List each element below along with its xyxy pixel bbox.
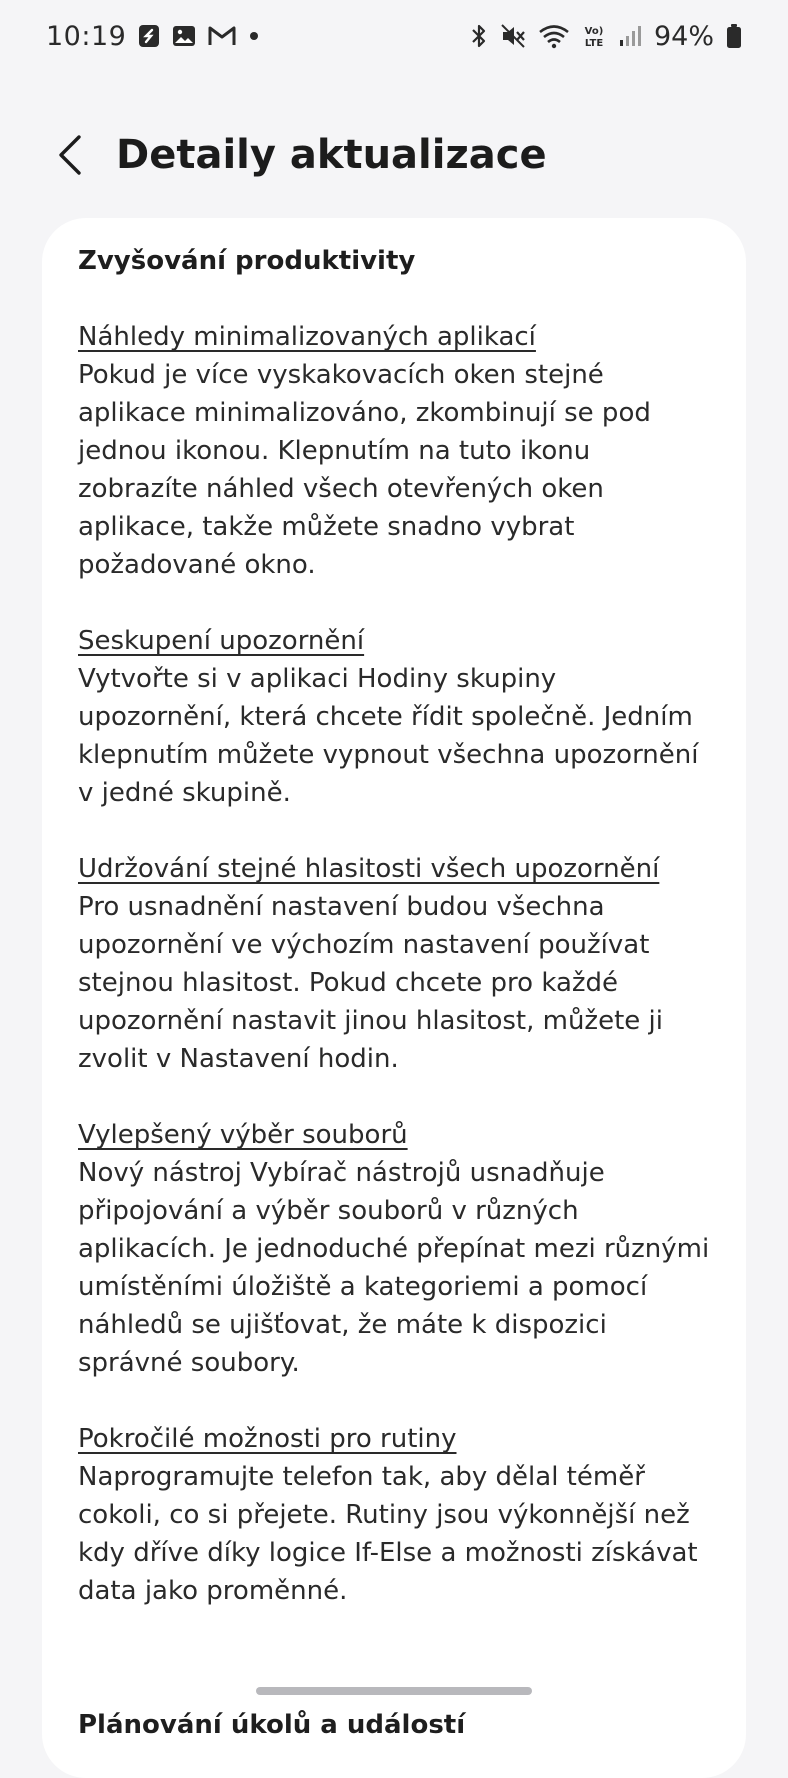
gmail-icon bbox=[208, 25, 236, 47]
feature-description: Pro usnadnění nastavení budou všechna upozornění ve výchozím nastavení používat stejnou hlasitost. Pokud chcete pro každé upozornění nastavit jinou hlasitost, můžete ji zvolit v Nastavení hodin. bbox=[78, 892, 663, 1074]
mute-icon bbox=[500, 23, 526, 49]
feature-title: Náhledy minimalizovaných aplikací bbox=[78, 322, 536, 352]
status-bar bbox=[0, 0, 788, 72]
status-left bbox=[46, 21, 260, 52]
back-button[interactable] bbox=[40, 125, 100, 185]
volte-icon bbox=[582, 23, 606, 49]
signal-icon bbox=[618, 24, 642, 48]
clock: 10:19 bbox=[46, 20, 127, 52]
feature-title: Pokročilé možnosti pro rutiny bbox=[78, 1424, 457, 1454]
battery-percent: 94% bbox=[653, 20, 714, 52]
update-details-card[interactable] bbox=[42, 218, 746, 1778]
feature-description: Naprogramujte telefon tak, aby dělal téměř cokoli, co si přejete. Rutiny jsou výkonnější než kdy dříve díky logice If-Else a možnosti získávat data jako proměnné. bbox=[78, 1462, 698, 1606]
feature-item bbox=[78, 850, 710, 1078]
status-right bbox=[470, 21, 742, 52]
dot-icon bbox=[248, 30, 260, 42]
feature-item bbox=[78, 1420, 710, 1610]
feature-item bbox=[78, 318, 710, 584]
feature-description: Pokud je více vyskakovacích oken stejné aplikace minimalizováno, zkombinují se pod jednou ikonou. Klepnutím na tuto ikonu zobrazíte náhled všech otevřených oken aplikace, takže můžete snadno vybrat požadované okno. bbox=[78, 360, 651, 580]
app-bar bbox=[0, 110, 788, 200]
feature-description: Nový nástroj Vybírač nástrojů usnadňuje připojování a výběr souborů v různých aplikacích. Je jednoduché přepínat mezi různými umístěními úložiště a kategoriemi a pomocí náhledů se ujišťovat, že máte k dispozici správné soubory. bbox=[78, 1158, 710, 1378]
section-heading-planning: Plánování úkolů a událostí bbox=[78, 1710, 466, 1740]
gallery-icon bbox=[172, 24, 196, 48]
battery-icon bbox=[726, 23, 742, 49]
feature-item bbox=[78, 1116, 710, 1382]
section-heading-productivity: Zvyšování produktivity bbox=[78, 246, 416, 276]
svg-text:Vo): Vo) bbox=[584, 26, 604, 37]
feature-item bbox=[78, 622, 710, 812]
feature-description: Vytvořte si v aplikaci Hodiny skupiny upozornění, která chcete řídit společně. Jedním klepnutím můžete vypnout všechna upozornění v jedné skupině. bbox=[78, 664, 699, 808]
svg-text:LTE: LTE bbox=[584, 38, 604, 49]
feature-title: Udržování stejné hlasitosti všech upozornění bbox=[78, 854, 660, 884]
page-title: Detaily aktualizace bbox=[116, 132, 547, 178]
home-indicator[interactable] bbox=[256, 1687, 532, 1695]
s-app-icon bbox=[138, 24, 160, 48]
wifi-icon bbox=[538, 23, 570, 49]
bluetooth-icon bbox=[470, 23, 488, 49]
chevron-left-icon bbox=[55, 133, 85, 177]
feature-title: Seskupení upozornění bbox=[78, 626, 365, 656]
feature-title: Vylepšený výběr souborů bbox=[78, 1120, 408, 1150]
